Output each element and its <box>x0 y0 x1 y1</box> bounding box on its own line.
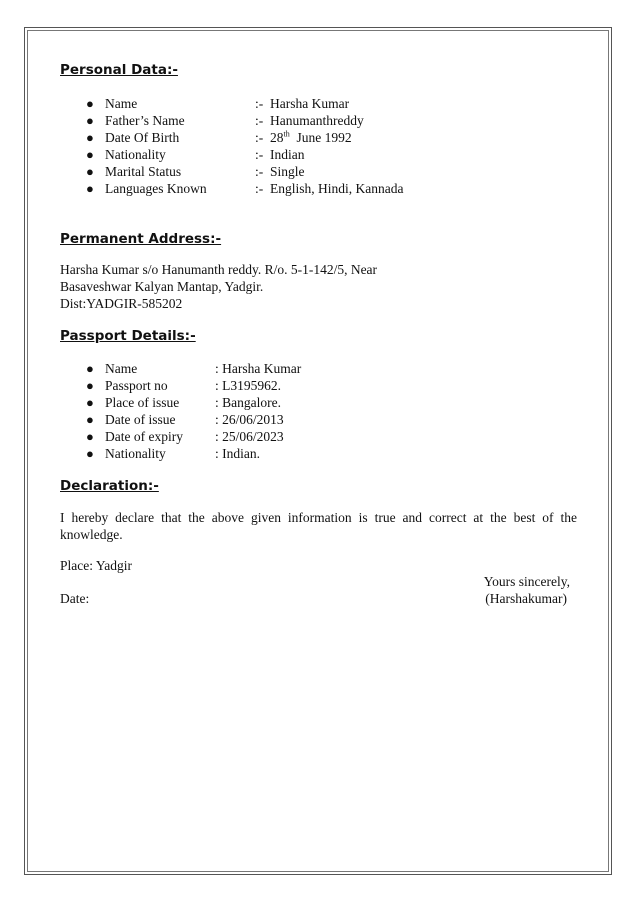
date-label: Date: <box>60 591 90 606</box>
item-label: Nationality <box>105 446 166 461</box>
bullet-icon: ● <box>86 113 94 128</box>
item-label: Date of issue <box>105 412 176 427</box>
item-value: :- English, Hindi, Kannada <box>255 181 404 196</box>
item-label: Place of issue <box>105 395 180 410</box>
bullet-icon: ● <box>86 181 94 196</box>
item-label: Languages Known <box>105 181 207 196</box>
bullet-icon: ● <box>86 412 94 427</box>
item-value: :- Single <box>255 164 305 179</box>
item-label: Marital Status <box>105 164 182 179</box>
item-label: Date Of Birth <box>105 130 180 145</box>
item-value: : Bangalore. <box>215 395 281 410</box>
declaration-line-2: knowledge. <box>60 527 123 542</box>
item-value: :- Hanumanthreddy <box>255 113 364 128</box>
item-label: Father’s Name <box>105 113 185 128</box>
item-value: :- Indian <box>255 147 305 162</box>
item-value: :- 28th June 1992 <box>255 129 352 145</box>
bullet-icon: ● <box>86 96 94 111</box>
item-value: :- Harsha Kumar <box>255 96 350 111</box>
bullet-icon: ● <box>86 395 94 410</box>
address-line-3: Dist:YADGIR-585202 <box>60 296 183 311</box>
item-value: : Harsha Kumar <box>215 361 302 376</box>
address-line-2: Basaveshwar Kalyan Mantap, Yadgir. <box>60 279 264 294</box>
bullet-icon: ● <box>86 361 94 376</box>
item-label: Date of expiry <box>105 429 183 444</box>
item-value: : 25/06/2023 <box>215 429 284 444</box>
closing-text: Yours sincerely, <box>483 574 570 589</box>
bullet-icon: ● <box>86 147 94 162</box>
item-value: : L3195962. <box>215 378 281 393</box>
signature-name: (Harshakumar) <box>485 591 567 606</box>
declaration-line-1: I hereby declare that the above given information is true and correct at the best of the <box>60 510 577 525</box>
declaration-heading: Declaration:- <box>60 478 159 494</box>
bullet-icon: ● <box>86 429 94 444</box>
address-line-1: Harsha Kumar s/o Hanumanth reddy. R/o. 5-1-142/5, Near <box>60 262 378 277</box>
bullet-icon: ● <box>86 130 94 145</box>
item-label: Passport no <box>105 378 168 393</box>
passport-details-heading: Passport Details:- <box>60 328 196 344</box>
item-value: : Indian. <box>215 446 260 461</box>
permanent-address-heading: Permanent Address:- <box>60 231 222 247</box>
item-value: : 26/06/2013 <box>215 412 284 427</box>
personal-data-heading: Personal Data:- <box>60 62 178 78</box>
item-label: Name <box>105 361 138 376</box>
place-label: Place: Yadgir <box>60 558 132 573</box>
bullet-icon: ● <box>86 164 94 179</box>
item-label: Name <box>105 96 138 111</box>
bullet-icon: ● <box>86 378 94 393</box>
bullet-icon: ● <box>86 446 94 461</box>
item-label: Nationality <box>105 147 166 162</box>
